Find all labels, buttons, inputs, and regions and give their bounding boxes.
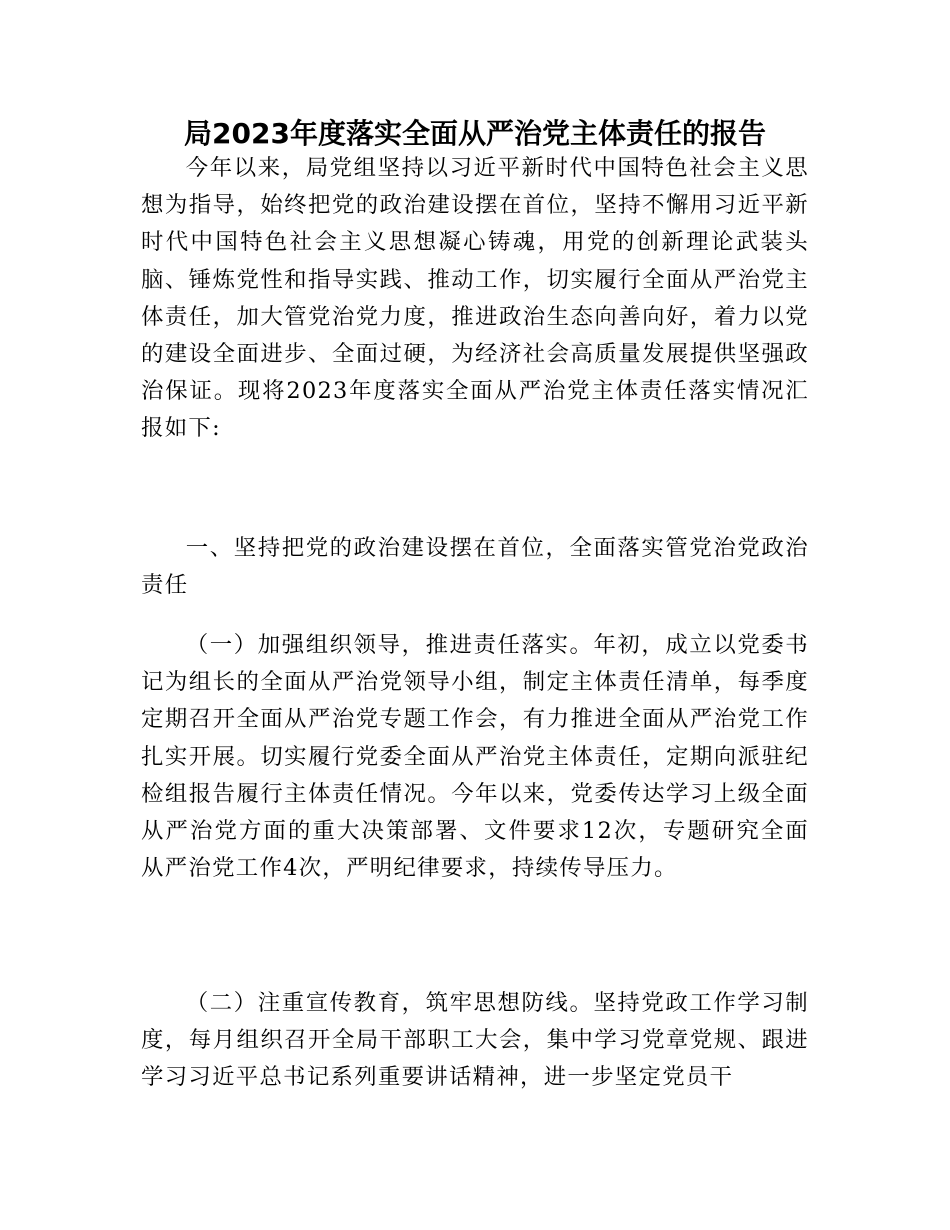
section-heading-1: 一、坚持把党的政治建设摆在首位，全面落实管党治党政治责任 bbox=[141, 535, 809, 599]
subsection-paragraph-2: （二）注重宣传教育，筑牢思想防线。坚持党政工作学习制度，每月组织召开全局干部职工大会，集中学习党章党规、跟进学习习近平总书记系列重要讲话精神，进一步坚定党员干 bbox=[141, 990, 809, 1091]
intro-paragraph: 今年以来，局党组坚持以习近平新时代中国特色社会主义思想为指导，始终把党的政治建设摆在首位，坚持不懈用习近平新时代中国特色社会主义思想凝心铸魂，用党的创新理论武装头脑、锤炼党性和指导实践、推动工作，切实履行全面从严治党主体责任，加大管党治党力度，推进政治生态向善向好，着力以党的建设全面进步、全面过硬，为经济社会高质量发展提供坚强政治保证。现将2023年度落实全面从严治党主体责任落实情况汇报如下: bbox=[141, 155, 809, 442]
subsection-paragraph-1: （一）加强组织领导，推进责任落实。年初，成立以党委书记为组长的全面从严治党领导小组，制定主体责任清单，每季度定期召开全面从严治党专题工作会，有力推进全面从严治党工作扎实开展。切实履行党委全面从严治党主体责任，定期向派驻纪检组报告履行主体责任情况。今年以来，党委传达学习上级全面从严治党方面的重大决策部署、文件要求12次，专题研究全面从严治党工作4次，严明纪律要求，持续传导压力。 bbox=[141, 632, 809, 882]
document-title: 局2023年度落实全面从严治党主体责任的报告 bbox=[184, 117, 766, 150]
